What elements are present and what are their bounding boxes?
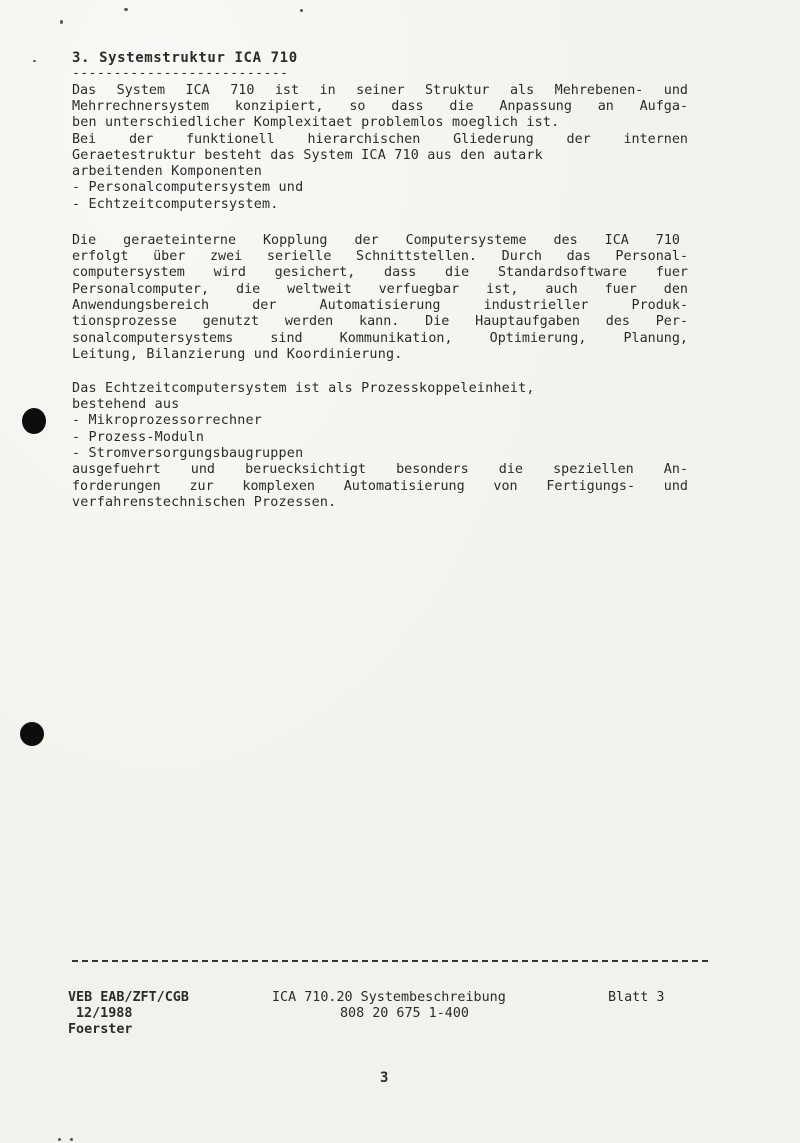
page-number: 3 <box>380 1070 389 1086</box>
paragraph2-line: Personalcomputer, die weltweit verfuegbar ist, auch fuer den <box>72 282 688 297</box>
paragraph2-line: Anwendungsbereich der Automatisierung industrieller Produk- <box>72 298 688 313</box>
paragraph2-line: computersystem wird gesichert, dass die Standardsoftware fuer <box>72 265 688 280</box>
scan-speck <box>33 60 36 62</box>
paragraph1-line: Geraetestruktur besteht das System ICA 710 aus den autark <box>72 148 543 163</box>
scan-speck <box>124 8 128 11</box>
paragraph2-line: tionsprozesse genutzt werden kann. Die Hauptaufgaben des Per- <box>72 314 688 329</box>
paragraph3-line: bestehend aus <box>72 397 180 412</box>
footer-sheet: Blatt 3 <box>608 990 665 1005</box>
list-item: - Mikroprozessorrechner <box>72 413 263 428</box>
paragraph2-line: erfolgt über zwei serielle Schnittstellen. Durch das Personal- <box>72 249 688 264</box>
paragraph1-line: ben unterschiedlicher Komplexitaet problemlos moeglich ist. <box>72 115 560 130</box>
paragraph1-line: Das System ICA 710 ist in seiner Struktur als Mehrebenen- und <box>72 83 688 98</box>
list-item: - Personalcomputersystem und <box>72 180 304 195</box>
paragraph3-line: ausgefuehrt und beruecksichtigt besonders die speziellen An- <box>72 462 688 477</box>
footer-document-number: 808 20 675 1-400 <box>340 1006 469 1021</box>
list-item: - Prozess-Moduln <box>72 430 205 445</box>
punch-hole-bottom <box>20 722 44 746</box>
paragraph3-line: verfahrenstechnischen Prozessen. <box>72 495 337 510</box>
heading-underline: -------------------------- <box>72 66 289 81</box>
paragraph1-line: arbeitenden Komponenten <box>72 164 263 179</box>
footer-divider <box>72 960 708 962</box>
punch-hole-top <box>22 408 46 434</box>
list-item: - Echtzeitcomputersystem. <box>72 197 279 212</box>
scan-speck <box>60 20 63 24</box>
paragraph1-line: Bei der funktionell hierarchischen Gliederung der internen <box>72 132 688 147</box>
footer-date: 12/1988 <box>76 1006 133 1021</box>
paragraph2-line: Leitung, Bilanzierung und Koordinierung. <box>72 347 403 362</box>
paragraph3-line: forderungen zur komplexen Automatisierung von Fertigungs- und <box>72 479 688 494</box>
list-item: - Stromversorgungsbaugruppen <box>72 446 304 461</box>
scan-speck <box>58 1138 61 1141</box>
scan-speck <box>70 1138 73 1141</box>
paragraph2-line: Die geraeteinterne Kopplung der Computersysteme des ICA 710 <box>72 233 680 248</box>
paragraph1-line: Mehrrechnersystem konzipiert, so dass die Anpassung an Aufga- <box>72 99 688 114</box>
footer-organization: VEB EAB/ZFT/CGB <box>68 990 189 1005</box>
footer-document-title: ICA 710.20 Systembeschreibung <box>272 990 506 1005</box>
paragraph3-line: Das Echtzeitcomputersystem ist als Prozesskoppeleinheit, <box>72 381 535 396</box>
footer-author: Foerster <box>68 1022 133 1037</box>
section-heading: 3. Systemstruktur ICA 710 <box>72 50 298 66</box>
paragraph2-line: sonalcomputersystems sind Kommunikation, Optimierung, Planung, <box>72 331 688 346</box>
scan-speck <box>300 9 303 12</box>
